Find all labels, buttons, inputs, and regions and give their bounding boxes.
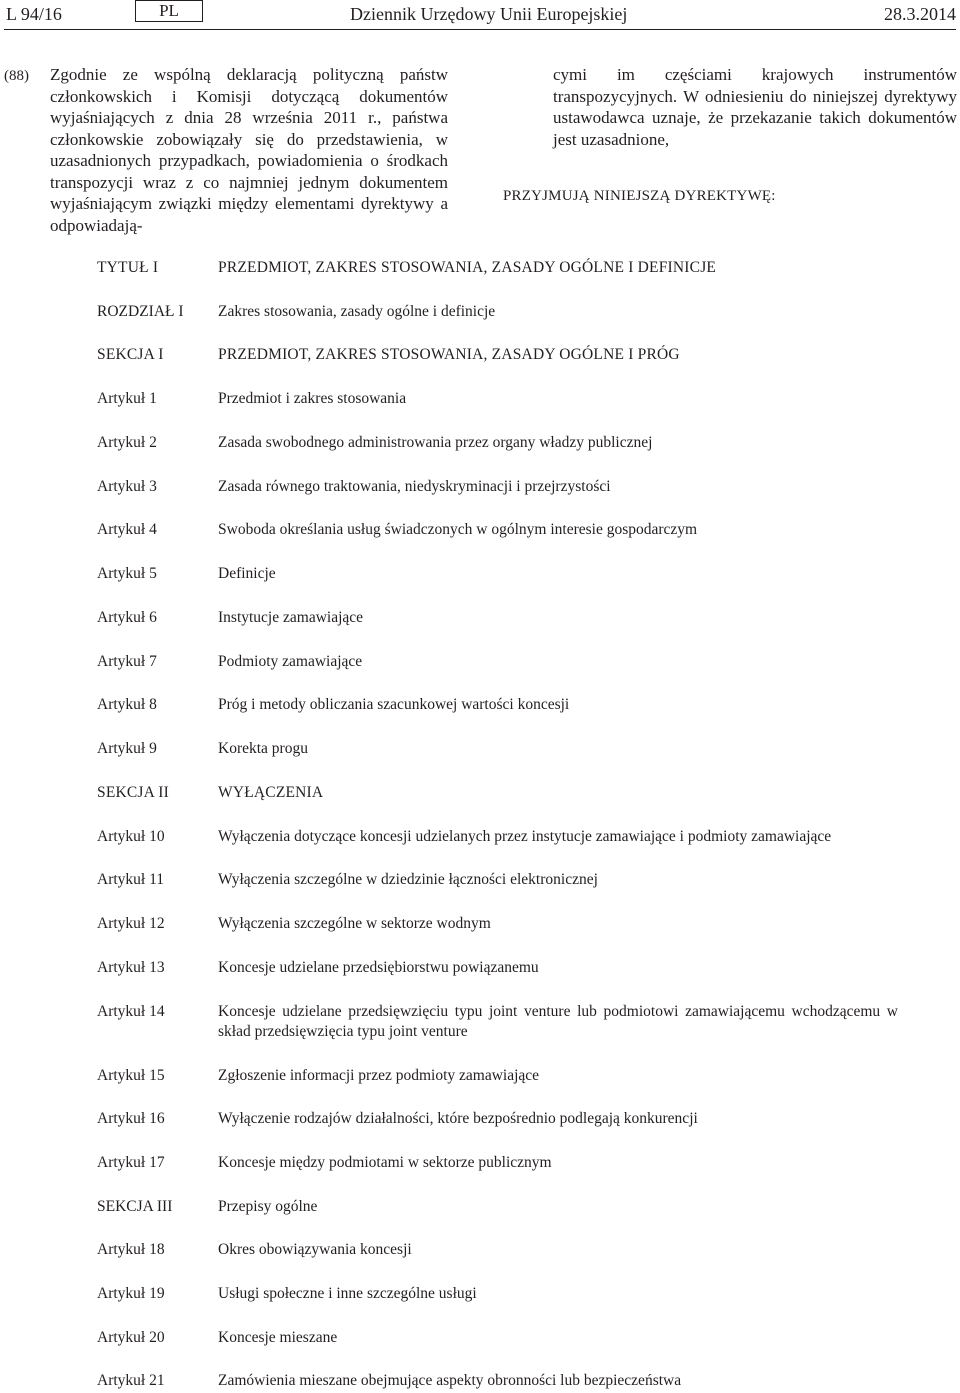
- toc-label: SEKCJA II: [97, 784, 169, 801]
- toc-title: Koncesje między podmiotami w sektorze publicznym: [218, 1154, 552, 1171]
- toc-title: Korekta progu: [218, 740, 308, 757]
- toc-title: Wyłączenia szczególne w dziedzinie łączności elektronicznej: [218, 871, 598, 888]
- toc-label: Artykuł 11: [97, 871, 165, 888]
- toc-title: Zasada swobodnego administrowania przez organy władzy publicznej: [218, 434, 653, 451]
- toc-label: SEKCJA I: [97, 346, 164, 363]
- toc-label: Artykuł 15: [97, 1067, 165, 1084]
- toc-title: Przepisy ogólne: [218, 1198, 318, 1215]
- toc-title: Swoboda określania usług świadczonych w ogólnym interesie gospodarczym: [218, 521, 698, 538]
- toc-label: Artykuł 3: [97, 478, 157, 495]
- toc-title: Przedmiot i zakres stosowania: [218, 390, 407, 407]
- toc-title: Zgłoszenie informacji przez podmioty zamawiające: [218, 1067, 540, 1084]
- toc-title: Zakres stosowania, zasady ogólne i definicje: [218, 303, 496, 320]
- toc-label: Artykuł 21: [97, 1372, 165, 1389]
- toc-title: Zamówienia mieszane obejmujące aspekty obronności lub bezpieczeństwa: [218, 1372, 682, 1389]
- toc-label: ROZDZIAŁ I: [97, 303, 184, 320]
- toc-label: TYTUŁ I: [97, 259, 159, 276]
- toc-title: Usługi społeczne i inne szczególne usługi: [218, 1285, 477, 1302]
- toc-title: Koncesje udzielane przedsięwzięciu typu joint venture lub podmiotowi zamawiającemu wchodzącemu w skład przedsięwzięcia typu joint venture: [218, 1003, 898, 1040]
- recital-text-left: Zgodnie ze wspólną deklaracją polityczną państw członkowskich i Komisji dotyczącą dokumentów wyjaśniających z dnia 28 września 2011 r., państwa członkowskie zobowiązały się do przedstawienia, w uzasadnionych przypadkach, powiadomienia o środkach transpozycji wraz z co najmniej jednym dokumentem wyjaśniającym związki między elementami dyrektywy a odpowiadają-: [50, 65, 448, 235]
- toc-label: Artykuł 19: [97, 1285, 165, 1302]
- toc-label: Artykuł 12: [97, 915, 165, 932]
- recital-number: (88): [4, 68, 29, 84]
- journal-title: Dziennik Urzędowy Unii Europejskiej: [350, 4, 628, 24]
- toc-label: Artykuł 2: [97, 434, 157, 451]
- toc-label: Artykuł 9: [97, 740, 157, 757]
- toc-title: Podmioty zamawiające: [218, 653, 363, 670]
- toc-title: PRZEDMIOT, ZAKRES STOSOWANIA, ZASADY OGÓLNE I PRÓG: [218, 346, 680, 363]
- toc-label: Artykuł 4: [97, 521, 157, 538]
- toc-label: Artykuł 13: [97, 959, 165, 976]
- adoption-formula: PRZYJMUJĄ NINIEJSZĄ DYREKTYWĘ:: [503, 188, 776, 204]
- toc-label: Artykuł 1: [97, 390, 157, 407]
- toc-title: Instytucje zamawiające: [218, 609, 364, 626]
- toc-title: Wyłączenia szczególne w sektorze wodnym: [218, 915, 491, 932]
- language-box: PL: [135, 0, 203, 22]
- toc-label: Artykuł 17: [97, 1154, 165, 1171]
- toc-title: WYŁĄCZENIA: [218, 784, 324, 801]
- toc-label: Artykuł 6: [97, 609, 157, 626]
- toc-label: Artykuł 8: [97, 696, 157, 713]
- toc-title: Wyłączenia dotyczące koncesji udzielanych przez instytucje zamawiające i podmioty zamawiające: [218, 828, 832, 845]
- toc-title: PRZEDMIOT, ZAKRES STOSOWANIA, ZASADY OGÓLNE I DEFINICJE: [218, 259, 717, 276]
- toc-label: Artykuł 14: [97, 1003, 165, 1020]
- toc-label: SEKCJA III: [97, 1198, 173, 1215]
- toc-title: Definicje: [218, 565, 276, 582]
- toc-label: Artykuł 10: [97, 828, 165, 845]
- toc-label: Artykuł 5: [97, 565, 157, 582]
- toc-label: Artykuł 7: [97, 653, 157, 670]
- recital-text-right: cymi im częściami krajowych instrumentów transpozycyjnych. W odniesieniu do niniejszej dyrektywy ustawodawca uznaje, że przekazanie takich dokumentów jest uzasadnione,: [553, 65, 957, 149]
- toc-title: Wyłączenie rodzajów działalności, które bezpośrednio podlegają konkurencji: [218, 1110, 698, 1127]
- publication-date: 28.3.2014: [884, 4, 956, 24]
- toc-title: Zasada równego traktowania, niedyskryminacji i przejrzystości: [218, 478, 611, 495]
- toc-title: Koncesje mieszane: [218, 1329, 338, 1346]
- toc-title: Próg i metody obliczania szacunkowej wartości koncesji: [218, 696, 570, 713]
- page-number: L 94/16: [6, 4, 62, 24]
- toc-title: Koncesje udzielane przedsiębiorstwu powiązanemu: [218, 959, 539, 976]
- toc-label: Artykuł 16: [97, 1110, 165, 1127]
- toc-label: Artykuł 20: [97, 1329, 165, 1346]
- toc-label: Artykuł 18: [97, 1241, 165, 1258]
- toc-title: Okres obowiązywania koncesji: [218, 1241, 412, 1258]
